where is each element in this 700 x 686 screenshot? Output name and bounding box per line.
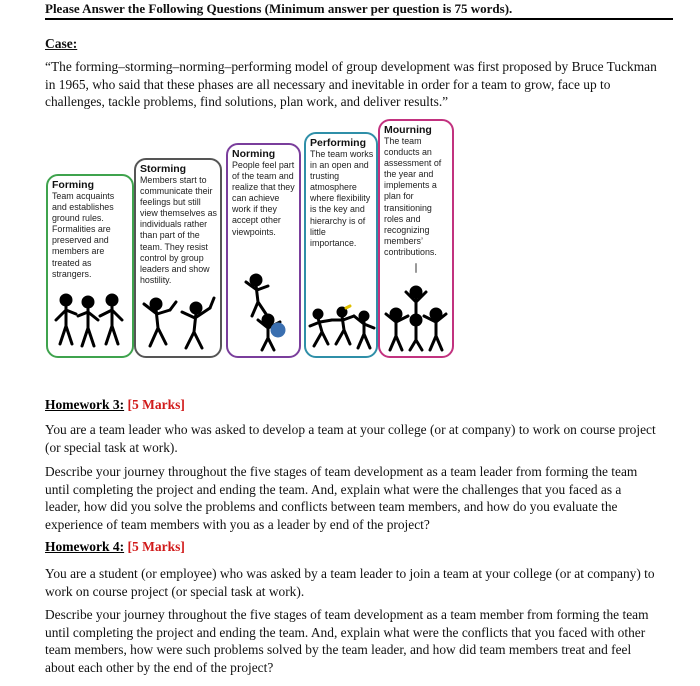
stage-forming-figures-icon [48,290,132,352]
tuckman-stages-figure [44,118,456,360]
instructions-header: Please Answer the Following Questions (Minimum answer per question is 75 words). [45,0,673,20]
stage-norming-title: Norming [232,148,276,160]
homework4-heading [45,539,185,555]
stage-forming-desc: Team acquaints and establishes ground rules. Formalities are preserved and members are treated as strangers. [52,191,115,279]
stage-storming-title: Storming [140,163,187,175]
stage-performing-figures-icon [306,304,376,352]
stage-storming-desc: Members start to communicate their feelings but still view themselves as individuals rather than part of the team. They resist control by group leaders and show hostility. [140,175,217,285]
stage-storming [134,158,222,358]
stage-mourning-figures-icon [380,262,452,352]
stage-norming-figures-icon [228,272,299,352]
stage-mourning-desc: The team conducts an assessment of the year and implements a plan for transitioning roles and recognizing members’ contributions. [384,136,442,257]
homework3-heading [45,397,185,413]
stage-storming-figures-icon [136,294,220,352]
homework4-prompt: You are a student (or employee) who was asked by a team leader to join a team at your college (or at company) to work on course project (or special task at work). [45,566,655,599]
homework3-description: Describe your journey throughout the five stages of team development as a team leader from forming the team until completing the project and ending the team. And, explain what were the challenges that you faced as a leader, how did you solve the problems and conflicts between team members, and how do you evaluate the experience of team members with you as a leader by end of the project? [45,464,638,532]
homework3-prompt: You are a team leader who was asked to develop a team at your college (or at company) to work on course project (or special task at work). [45,422,656,455]
stage-performing-title: Performing [310,137,367,149]
homework4-marks: [5 Marks] [127,539,185,554]
stage-forming [46,174,134,358]
homework3-label: Homework 3: [45,397,125,412]
stage-norming [226,143,301,358]
case-text: “The forming–storming–norming–performing model of group development was first proposed by Bruce Tuckman in 1965, who said that these phases are all necessary and inevitable in order for a team to grow, face up to challenges, tackle problems, find solutions, plan work, and deliver results.” [45,59,657,109]
homework4-label: Homework 4: [45,539,125,554]
stage-performing-desc: The team works in an open and trusting atmosphere where flexibility is the key and hierarchy is of little importance. [310,149,374,248]
homework4-description: Describe your journey throughout the five stages of team development as a team member from forming the team until completing the project and ending the team. And, explain what were the conflicts that you faced with other team members, how were such problems solved by the team leader, and how did team members treat and feel about each other by the end of the project? [45,607,649,675]
case-label: Case: [45,36,78,51]
homework3-marks: [5 Marks] [127,397,185,412]
stage-performing [304,132,378,358]
stage-norming-desc: People feel part of the team and realize that they can achieve work if they accept other viewpoints. [232,160,295,237]
stage-forming-title: Forming [52,179,94,191]
stage-mourning [378,119,454,358]
stage-mourning-title: Mourning [384,124,432,136]
